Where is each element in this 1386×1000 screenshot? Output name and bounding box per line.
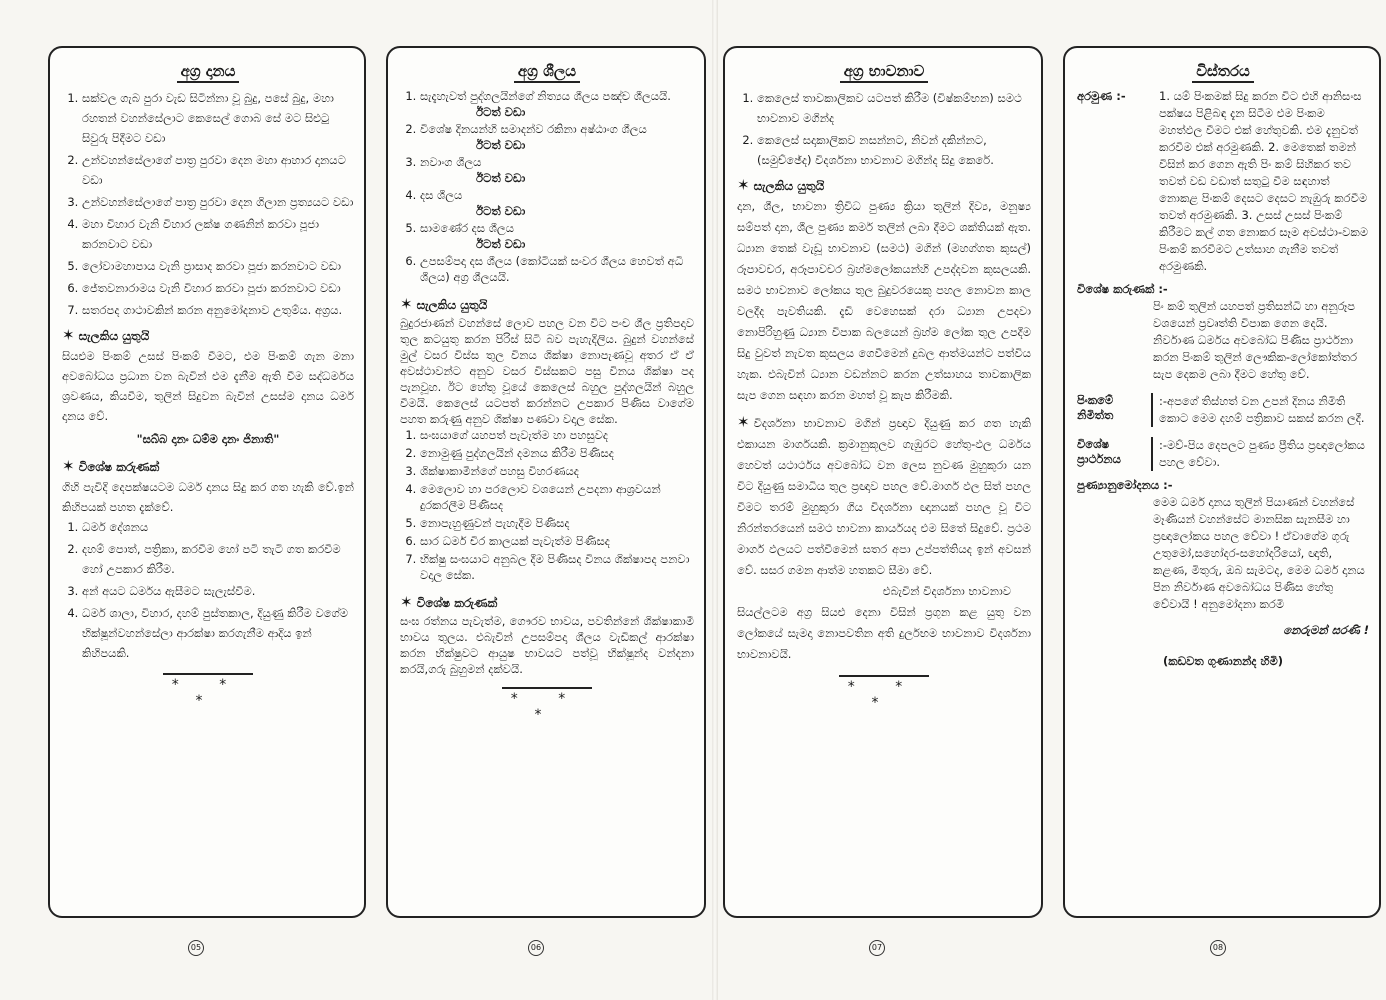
asterisk-icon: ✶ [400,593,413,611]
list-item: 7. භික්ෂු සංඝයාට අනුබල දීම පිණිසද විනය ශික්ෂාපද පනවා වදාල සේක. [420,551,694,583]
list-vinaya [400,427,694,583]
paragraph-vidarshana: ✶ විදර්ශනා භාවනාව මගින් ප්‍රඥාව දියුණු කර ගත හැකි එකායන මාර්ගයකි. ක්‍රමානුකූලව ගැඹුරට හේතු-ඵල ධර්මය හෙවත් යථාර්ථය අවබෝධ වන ලෙස නුවණ මුහුකුරා යන විට දියුණු සමාධිය තුල ප්‍රඥාව පහල වේ.මාර්ග ඵල සිත් පහල වීමට තරම් මුහුකුරා ගිය විදර්ශනා ඥානයක් පහල වූ විට නිරන්තරයෙන් සමථ භාවනා කාර්යයද එම සිතේ සිදුවේ. ප්‍රථම මාර්ග ඵලයට පත්වීමෙන් සතර අපා උප්පත්තියද ඉන් අවසන් වේ. සසර ගමන ආත්ම හතකට සීමා වේ. [737,413,1031,577]
paragraph: ගිහි පැවිදි දෙපක්ෂයටම ධර්ම දානය සිදු කර ගත හැකි වේ.ඉන් කිහිපයක් පහත දැක්වේ. [62,480,354,514]
list-item: 6. ජේතවනාරාමය වැනි විහාර කරවා පූජා කරනවාට වඩා [82,278,354,298]
stars-divider: * * * [62,673,354,709]
list-item: 2. නොමුණු පුද්ගලයින් දමනය කිරීම පිණිසද [420,445,694,461]
list-item: 3. අන් අයට ධර්මය ඇසීමට සැලැස්වීම. [82,581,354,601]
sub-line: එබැවින් විදර්ශනා භාවනාව [882,584,1011,598]
page-title: විස්තරය [1077,62,1369,80]
list-item: 4. ධර්ම ශාලා, විහාර, දහම් පුස්තකාල, දියුණු කිරීම වගේම භික්ෂූන්වහන්සේලා ආරක්ෂා කරගැනීම ආදිය ඉන් කිහිපයකි. [82,603,354,663]
list-item: 4. දස ශීලය ඊටත් වඩා [420,187,694,219]
panel-agra-danaya [48,46,366,918]
row-vishesha: විශේෂ කරුණක් :- පිං කම් තුලින් යහපත් ප්‍රතිසන්ධි හා අනුරූප වශයෙන් ප්‍රවෘත්ති විපාක ගෙන දෙයි. නිර්වාණ ධර්මය අවබෝධ පිණිස ප්‍රාර්ථනා කරන පිංකම් තුලින් ලෞකික-ලෝකෝත්තර සැප දෙකම ලබා දීමට හේතු වේ. [1077,282,1358,381]
list-item: 1. සක්වල ගැබ පුරා වැඩ සිටින්නා වූ බුදු, පසේ බුදු, මහා රහතන් වහන්සේලාට කෙසෙල් ගොබ සේ මට සිළුටු සිවුරු පිදීමට වඩා [82,88,354,148]
list-item: 1. සැදැහැවත් පුද්ගලයින්ගේ නිත්‍යය ශීලය පඤ්ච ශීලයයි. ඊටත් වඩා [420,88,694,120]
list-bhavana [737,88,1031,170]
quote: "සබ්බ දානං ධම්ම දානං ජිනාති" [136,432,280,446]
page-number: 08 [1210,940,1226,956]
list-item: 7. සතරපද ගාථාවකින් කරන අනුමෝදනාව උතුම්ය. අග්‍රය. [82,300,354,320]
list-item: 6. සාර ධර්ම චිර කාලයක් පැවැත්ම පිණිසද [420,533,694,549]
list-item: 1. කෙලෙස් තාවකාලිකව යටපත් කිරීම (විෂ්කම්භන) සමථ භාවනාව මගින්ද [757,88,1031,128]
list-sheela [400,88,694,285]
asterisk-icon: ✶ [62,326,75,344]
list-item: 3. නවාංග ශීලය ඊටත් වඩා [420,154,694,186]
section-heading: ✶ විශේෂ කරුණක් [62,457,160,475]
panel-agra-sheelaya [386,46,706,918]
page-title: අග්‍ර ශීලය [400,62,694,80]
row-aramuna: අරමුණ :- 1. යම් පිංකමක් සිදු කරන විට එහි ආනිසංස පක්ෂය පිළිබඳ දැන සිටීම එම පිංකම මහත්ඵල වීමට එක් හේතුවකි. එම දැනුවත් කරවීම එක් අරමුණකි. 2. මෙතෙක් තමන් විසින් කර ගෙන ඇති පිං කම් සිහිකර තව තවත් වඩ වඩාත් සතුටු වීම සඳහාත් නොකළ පිංකම් දෙසට දෙසට නැඹුරු කරවීම තවත් අරමුණකි. 3. උසස් උසස් පිංකම් කිරීමට කල් ගත නොකර සෑම අවස්ථා-වකම පිංකම් කරවීමට උත්සාහ ගැනීම තවත් අරමුණකි. [1077,89,1368,273]
list-item: 5. ලෝවාමහාපාය වැනි ප්‍රාසාද කරවා පූජා කරනවාට වඩා [82,256,354,276]
list-item: 5. නොපැහුණුවන් පැහැදීම පිණිසද [420,515,694,531]
list-item: 2. දහම් පොත්, පත්‍රිකා, කරවීම හෝ පටි තැටි ගත කරවීම හෝ උපකාර කිරීම. [82,539,354,579]
asterisk-icon: ✶ [62,457,75,475]
list-item: 2. උන්වහන්සේලාගේ පාත්‍ර පුරවා දෙන මහා ආහාර දානයට වඩා [82,150,354,190]
asterisk-icon: ✶ [737,413,750,431]
page-number: 07 [869,940,885,956]
list-item: 1. ධර්ම දේශනය [82,517,354,537]
asterisk-icon: ✶ [400,295,413,313]
paragraph: සියල්ලටම අග්‍ර සියළු දෙනා විසින් ප්‍රගුන කළ යුතු වන ලෝකයේ සැමදා නොපවතින අති දුර්ලභම භාවනාව විදර්ශනා භාවනාවයි. [737,605,1031,661]
list-item: 4. මහා විහාර වැනි විහාර ලක්ෂ ගණනින් කරවා පූජා කරනවාට වඩා [82,214,354,254]
stars-divider: * * * [737,675,1031,711]
page-number: 06 [528,940,544,956]
list-dana [62,88,354,320]
paragraph: දාන, ශීල, භාවනා ත්‍රිවිධ පුණ්‍ය ක්‍රියා තුලින් දිව්‍ය, මනුෂ්‍ය සම්පත් දාන, ශීල පුණ්‍ය කර්ම තලින් ලබා දීමට ශක්තියක් ඇත. ධ්‍යාන තෙක් වැඩූ භාවනාව (සමථ) මගින් (මහග්ගත කුසල්) රූපාවචර, අරූපාවචර බ්‍රහ්මලෝකයන්හි උපද්දවන කුසලයකි. සමථ භාවනාව ලෝකය තුල බුදුවරයෙකු පහල නොවන කාල වලදීද පැවතියකි. දැඩි වෙහෙසක් දරා ධ්‍යාන උපදවා නොපිරිහුණු ධ්‍යාන විපාක බලයෙන් බ්‍රහ්ම ලෝක තුල උපදීම සිදු වුවත් නැවත කුසලය ගෙවීමෙන් දුබල ආත්මයන්ට පත්විය හැක. එබැවින් ධ්‍යාන වඩන්නට කරන උත්සාහය තාවකාලික සැප ගෙන සඳහා කරන මහත් වූ කැප කිරීමකි. [737,199,1031,402]
asterisk-icon: ✶ [737,176,750,194]
paragraph: බුදුරජාණන් වහන්සේ ලොව පහල වන විට පංච ශීල ප්‍රතිපදාව තුල කටයුතු කරන පිරිස් සිටි බව පැහැදිලිය. බුදුන් වහන්සේ මුල් වසර විස්ස තුල විනය ශික්ෂා නොපැණවූ අතර ඒ ඒ අවස්ථාවන්ට අනුව වසර විස්සකට පසු විනය ශික්ෂා පද පැනවූහ. ඊට හේතු වූයේ කෙලෙස් බහුල පුද්ගලයින් බහුල වීමයි. කෙලෙස් යටපත් කරන්නට උපකාර පිණිස වාගේම පහත කරුණු අනුව ශික්ෂා පණවා වදාල සේක. [400,316,694,426]
page-number: 05 [188,940,204,956]
list-item: 4. මෙලොව හා පරලොව වශයෙන් උපදනා ආශ්‍රවයන් දුරකරලීම පිණිසද [420,481,694,513]
stars-divider: * * * [400,687,694,723]
row-punyanumodanaya: පුණ්‍යානුමෝදනය :- මෙම ධර්ම දානය තුලින් පියාණන් වහන්සේ මෑණියන් වහන්සේට මානසික සැනසීම හා ප්‍රඥාලෝකය පහල වේවා ! ඒවාගේම ගුරු උතුමෝ,සහෝදර-සහෝදරියෝ, ඥාති, කළණ, මිතුරු, ඔබ සැමටද, මෙම ධර්ම දානය පින නිර්වාණ අවබෝධය පිණිස හේතු වේවායි ! අනුමෝදනා කරමි [1077,478,1365,611]
list-item: 1. සංඝයාගේ යහපත් පැවැත්ම හා පහසුවද [420,427,694,443]
list-item: 5. සාමණේර දස ශීලය ඊටත් වඩා [420,220,694,252]
panel-vistharaya [1063,46,1381,918]
author-name: (කඩවත ගුණානන්ද හිමි) [1162,654,1283,668]
list-item: 3. ශික්ෂාකාමීන්ගේ පහසු විහරණයද [420,463,694,479]
row-nimiththa: පිංකමේ නිමිත්ත :-අපගේ තිස්හත් වන උපන් දිනය නිමිති කොට මෙම දහම් පත්‍රිකාව සකස් කරන ලදී. [1077,393,1365,425]
center-fold [712,0,718,1000]
section-heading: ✶ සැලකිය යුතුයි [737,176,825,194]
list-item: 6. උපසම්පදා දස ශීලය (කෝටියක් සංවර ශීලය හෙවත් අධි ශීලය) අග්‍ර ශීලයයි. [420,253,694,285]
paragraph: සංඝ රත්නය පැවැත්ම, ගෞරව භාවය, පවතින්නේ ශික්ෂාකාමී භාවය තුලය. එබැවින් උපසම්පදා ශීලය වැඩිකල් ආරක්ෂා කරන භික්ෂුවට ආයුෂ භාවයට පත්වූ භික්ෂූන්ද වන්දනා කරයි,ගරු බුහුමන් දක්වයි. [400,614,694,676]
signature-line: නෙරුමන් සරණි ! [1283,623,1369,637]
list-item: 2. විශේෂ දිනයන්හි සමාදන්ව රකිනා අෂ්ඨාංග ශීලය ඊටත් වඩා [420,121,694,153]
page-title: අග්‍ර දානය [62,62,354,80]
row-prarthanaya: විශේෂ ප්‍රාර්ථනය :-මව්-පිය දෙපලට පුණ්‍ය ප්‍රීතිය ප්‍රඥාලෝකය පහල වේවා. [1077,437,1365,469]
list-dharma [62,517,354,663]
page-title: අග්‍ර භාවනාව [737,62,1031,80]
section-heading: ✶ සැලකිය යුතුයි [400,295,488,313]
paragraph: සියළුම පිංකම් උසස් පිංකම් වීමට, එම පිංකම් ගැන මනා අවබෝධය ප්‍රධාන වන බැවින් එම දැනීම ඇති වීම සද්ධර්මය ශ්‍රවණය, කියවීම, තුලින් සිදුවන බැවින් උසස්ම දානය ධර්ම දානය වේ. [62,349,354,423]
panel-agra-bhavanava [723,46,1043,918]
section-heading: ✶ විශේෂ කරුණක් [400,593,498,611]
list-item: 2. කෙලෙස් සදාකාලිකව නසන්නට, නිවන් දකින්නට,(සමුච්ඡේද) විදර්ශනා භාවනාව මගින්ද සිදු කෙරේ. [757,130,1031,170]
list-item: 3. උන්වහන්සේලාගේ පාත්‍ර පුරවා දෙන ගිලාන ප්‍රත්‍යයට වඩා [82,192,354,212]
section-heading: ✶ සැලකිය යුතුයි [62,326,150,344]
